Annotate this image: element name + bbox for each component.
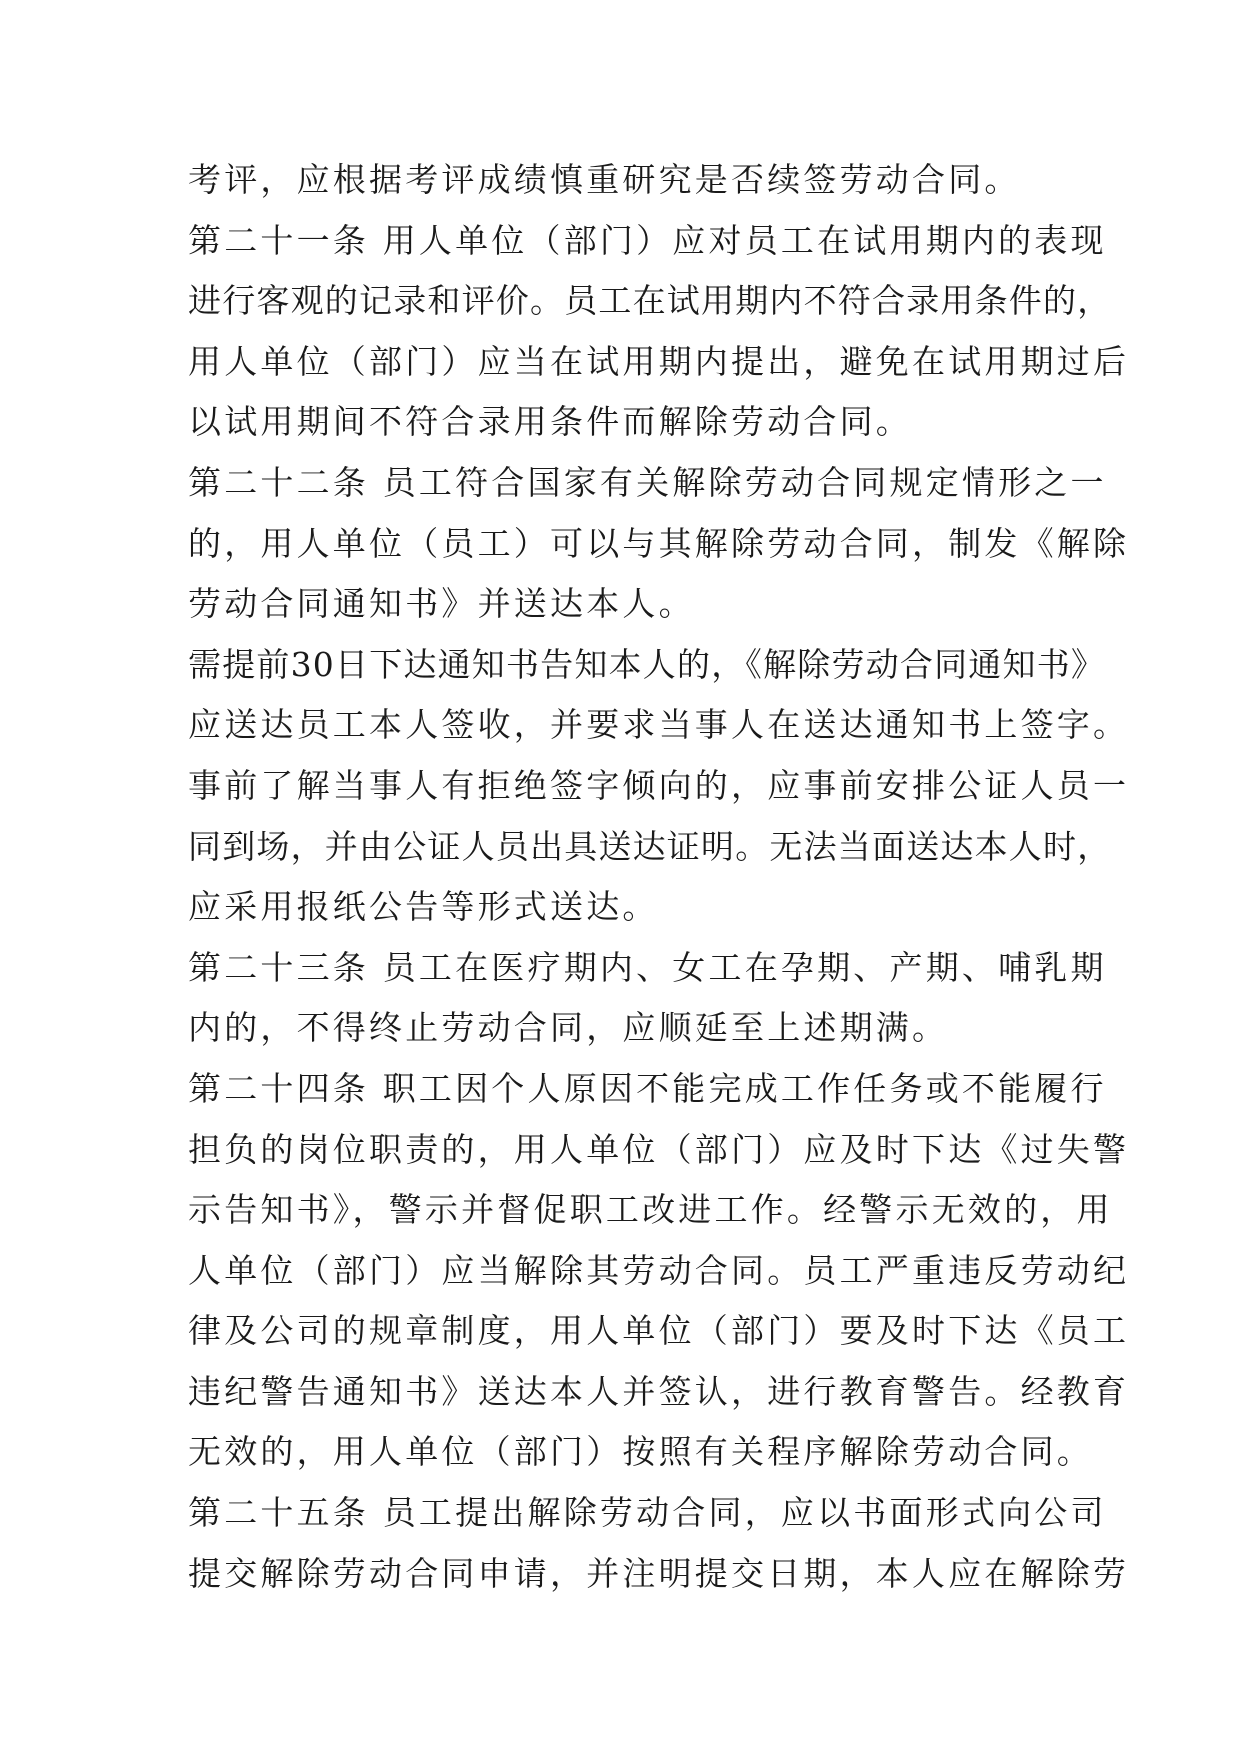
text-line: 进行客观的记录和评价。员工在试用期内不符合录用条件的，: [188, 281, 1112, 321]
text-line: 示告知书》，警示并督促职工改进工作。经警示无效的，用: [188, 1190, 1113, 1230]
text-line: 第二十二条 员工符合国家有关解除劳动合同规定情形之一: [188, 462, 1107, 502]
text-line: 同到场，并由公证人员出具送达证明。无法当面送达本人时，: [188, 826, 1112, 866]
text-line: 内的，不得终止劳动合同，应顺延至上述期满。: [188, 1008, 949, 1048]
text-line: 考评，应根据考评成绩慎重研究是否续签劳动合同。: [188, 160, 1021, 199]
text-line: 律及公司的规章制度，用人单位（部门）要及时下达《员工: [188, 1311, 1130, 1351]
text-line: 提交解除劳动合同申请，并注明提交日期，本人应在解除劳: [188, 1553, 1130, 1593]
text-line: 劳动合同通知书》并送达本人。: [188, 584, 695, 624]
text-line: 第二十一条 用人单位（部门）应对员工在试用期内的表现: [188, 220, 1107, 260]
text-line: 第二十五条 员工提出解除劳动合同，应以书面形式向公司: [188, 1493, 1107, 1533]
text-line: 用人单位（部门）应当在试用期内提出，避免在试用期过后: [188, 341, 1130, 381]
text-line: 需提前30日下达通知书告知本人的，《解除劳动合同通知书》: [188, 644, 1106, 684]
text-line: 无效的，用人单位（部门）按照有关程序解除劳动合同。: [188, 1432, 1093, 1472]
text-line: 事前了解当事人有拒绝签字倾向的，应事前安排公证人员一: [188, 765, 1130, 805]
body-text: [188, 150, 1130, 1604]
text-line: 应送达员工本人签收，并要求当事人在送达通知书上签字。: [188, 705, 1130, 745]
text-line: 应采用报纸公告等形式送达。: [188, 887, 659, 927]
text-line: 第二十四条 职工因个人原因不能完成工作任务或不能履行: [188, 1068, 1107, 1108]
text-line: 担负的岗位职责的，用人单位（部门）应及时下达《过失警: [188, 1129, 1130, 1169]
text-line: 的，用人单位（员工）可以与其解除劳动合同，制发《解除: [188, 523, 1130, 563]
text-line: 以试用期间不符合录用条件而解除劳动合同。: [188, 402, 912, 442]
text-line: 违纪警告通知书》送达本人并签认，进行教育警告。经教育: [188, 1371, 1130, 1411]
text-line: 人单位（部门）应当解除其劳动合同。员工严重违反劳动纪: [188, 1250, 1130, 1290]
text-line: 第二十三条 员工在医疗期内、女工在孕期、产期、哺乳期: [188, 947, 1107, 987]
